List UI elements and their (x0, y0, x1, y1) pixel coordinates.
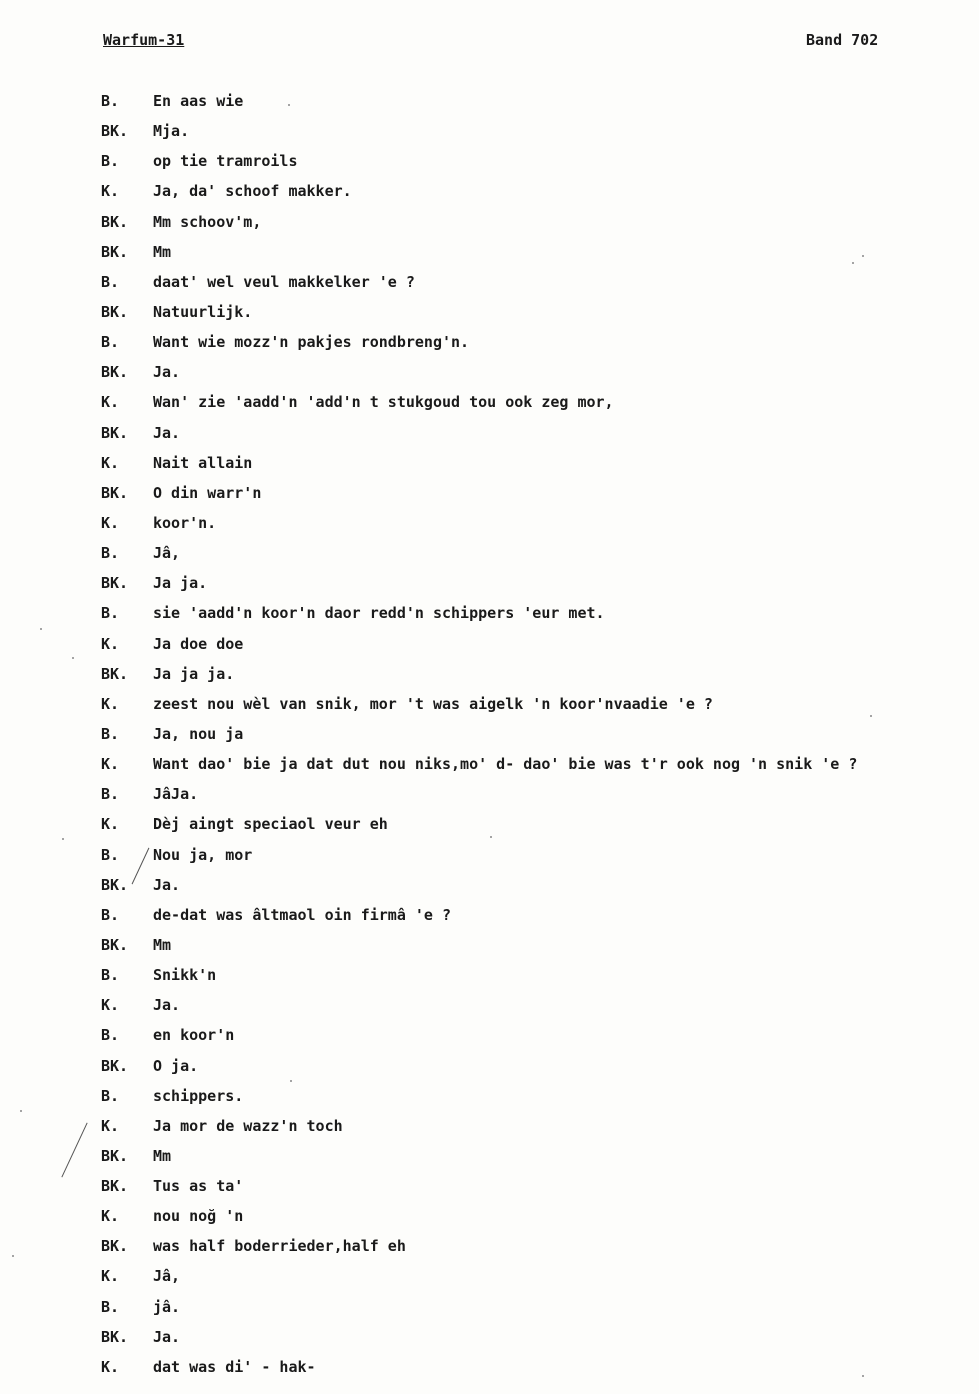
utterance-text: Ja, da' schoof makker. (153, 182, 352, 201)
dialogue-line (0, 932, 979, 962)
dialogue-line (0, 389, 979, 419)
utterance-text: Jâ, (153, 544, 181, 563)
speaker-label: BK. (101, 302, 129, 321)
dialogue-line (0, 510, 979, 540)
dialogue-line (0, 902, 979, 932)
utterance-text: jâ. (153, 1297, 181, 1316)
speaker-label: BK. (101, 574, 129, 593)
speaker-label: BK. (101, 664, 129, 683)
speaker-label: B. (101, 966, 120, 985)
dialogue-line (0, 178, 979, 208)
scan-speck (20, 1110, 22, 1112)
utterance-text: JâJa. (153, 785, 199, 804)
speaker-label: BK. (101, 1146, 129, 1165)
speaker-label: BK. (101, 423, 129, 442)
speaker-label: BK. (101, 1327, 129, 1346)
dialogue-line (0, 842, 979, 872)
speaker-label: K. (101, 1357, 120, 1376)
utterance-text: nou noğ 'n (153, 1207, 244, 1226)
dialogue-line (0, 239, 979, 269)
dialogue-line (0, 480, 979, 510)
dialogue-line (0, 1233, 979, 1263)
dialogue-line (0, 148, 979, 178)
speaker-label: K. (101, 393, 120, 412)
speaker-label: K. (101, 513, 120, 532)
dialogue-line (0, 1324, 979, 1354)
utterance-text: koor'n. (153, 513, 217, 532)
dialogue-line (0, 118, 979, 148)
speaker-label: BK. (101, 1177, 129, 1196)
scan-speck (72, 657, 74, 659)
speaker-label: K. (101, 815, 120, 834)
utterance-text: Mm (153, 1146, 172, 1165)
utterance-text: Mm schoov'm, (153, 212, 262, 231)
utterance-text: zeest nou wèl van snik, mor 't was aigelk 'n koor'nvaadie 'e ? (153, 694, 713, 713)
dialogue-line (0, 962, 979, 992)
scan-speck (62, 838, 64, 840)
utterance-text: Want dao' bie ja dat dut nou niks,mo' d- dao' bie was t'r ook nog 'n snik 'e ? (153, 755, 858, 774)
speaker-label: B. (101, 785, 120, 804)
dialogue-line (0, 269, 979, 299)
utterance-text: Ja. (153, 423, 181, 442)
dialogue-line (0, 1203, 979, 1233)
speaker-label: BK. (101, 935, 129, 954)
scan-speck (862, 255, 864, 257)
speaker-label: B. (101, 1086, 120, 1105)
scan-speck (490, 836, 492, 838)
utterance-text: Ja. (153, 1327, 181, 1346)
utterance-text: Jâ, (153, 1267, 181, 1286)
dialogue-line (0, 359, 979, 389)
dialogue-lines (0, 88, 979, 1384)
utterance-text: Dèj aingt speciaol veur eh (153, 815, 388, 834)
speaker-label: BK. (101, 1237, 129, 1256)
scan-speck (870, 715, 872, 717)
speaker-label: B. (101, 1297, 120, 1316)
utterance-text: Ja ja. (153, 574, 208, 593)
dialogue-line (0, 420, 979, 450)
dialogue-line (0, 872, 979, 902)
dialogue-line (0, 751, 979, 781)
tape-number: Band 702 (806, 31, 879, 49)
speaker-label: K. (101, 1267, 120, 1286)
speaker-label: B. (101, 544, 120, 563)
utterance-text: Ja, nou ja (153, 724, 244, 743)
speaker-label: B. (101, 905, 120, 924)
scan-speck (862, 1375, 864, 1377)
speaker-label: BK. (101, 483, 129, 502)
utterance-text: Mm (153, 242, 172, 261)
utterance-text: Ja. (153, 996, 181, 1015)
dialogue-line (0, 450, 979, 480)
scan-speck (40, 628, 42, 630)
speaker-label: B. (101, 845, 120, 864)
utterance-text: Ja mor de wazz'n toch (153, 1116, 343, 1135)
dialogue-line (0, 209, 979, 239)
speaker-label: B. (101, 724, 120, 743)
dialogue-line (0, 1022, 979, 1052)
speaker-label: BK. (101, 212, 129, 231)
speaker-label: K. (101, 1116, 120, 1135)
utterance-text: Nou ja, mor (153, 845, 253, 864)
speaker-label: B. (101, 152, 120, 171)
utterance-text: Ja doe doe (153, 634, 244, 653)
speaker-label: B. (101, 604, 120, 623)
speaker-label: B. (101, 272, 120, 291)
utterance-text: was half boderrieder,half eh (153, 1237, 406, 1256)
utterance-text: Want wie mozz'n pakjes rondbreng'n. (153, 333, 470, 352)
speaker-label: K. (101, 755, 120, 774)
speaker-label: BK. (101, 875, 129, 894)
utterance-text: sie 'aadd'n koor'n daor redd'n schippers 'eur met. (153, 604, 605, 623)
dialogue-line (0, 1173, 979, 1203)
scan-speck (852, 262, 854, 264)
dialogue-line (0, 691, 979, 721)
utterance-text: op tie tramroils (153, 152, 298, 171)
scan-speck (290, 1080, 292, 1082)
dialogue-line (0, 1263, 979, 1293)
utterance-text: O ja. (153, 1056, 199, 1075)
dialogue-line (0, 1354, 979, 1384)
speaker-label: BK. (101, 242, 129, 261)
dialogue-line (0, 329, 979, 359)
utterance-text: Snikk'n (153, 966, 217, 985)
speaker-label: BK. (101, 1056, 129, 1075)
document-id: Warfum-31 (103, 31, 185, 49)
dialogue-line (0, 781, 979, 811)
utterance-text: schippers. (153, 1086, 244, 1105)
utterance-text: Natuurlijk. (153, 302, 253, 321)
speaker-label: K. (101, 634, 120, 653)
speaker-label: K. (101, 1207, 120, 1226)
dialogue-line (0, 299, 979, 329)
speaker-label: K. (101, 182, 120, 201)
dialogue-line (0, 570, 979, 600)
dialogue-line (0, 1053, 979, 1083)
speaker-label: BK. (101, 122, 129, 141)
utterance-text: Nait allain (153, 453, 253, 472)
dialogue-line (0, 661, 979, 691)
dialogue-line (0, 88, 979, 118)
scan-speck (288, 104, 290, 106)
utterance-text: de-dat was âltmaol oin firmâ 'e ? (153, 905, 452, 924)
utterance-text: Ja. (153, 875, 181, 894)
speaker-label: K. (101, 996, 120, 1015)
dialogue-line (0, 1143, 979, 1173)
speaker-label: B. (101, 1026, 120, 1045)
utterance-text: Mm (153, 935, 172, 954)
dialogue-line (0, 1294, 979, 1324)
dialogue-line (0, 540, 979, 570)
scan-speck (12, 1255, 14, 1257)
utterance-text: Tus as ta' (153, 1177, 244, 1196)
utterance-text: Mja. (153, 122, 190, 141)
utterance-text: Ja ja ja. (153, 664, 235, 683)
dialogue-line (0, 600, 979, 630)
speaker-label: B. (101, 333, 120, 352)
utterance-text: daat' wel veul makkelker 'e ? (153, 272, 415, 291)
utterance-text: O din warr'n (153, 483, 262, 502)
speaker-label: K. (101, 694, 120, 713)
utterance-text: dat was di' - hak- (153, 1357, 316, 1376)
utterance-text: en koor'n (153, 1026, 235, 1045)
dialogue-line (0, 721, 979, 751)
speaker-label: B. (101, 92, 120, 110)
speaker-label: K. (101, 453, 120, 472)
dialogue-line (0, 1083, 979, 1113)
utterance-text: Wan' zie 'aadd'n 'add'n t stukgoud tou ook zeg mor, (153, 393, 614, 412)
dialogue-line (0, 1113, 979, 1143)
utterance-text: Ja. (153, 363, 181, 382)
dialogue-line (0, 992, 979, 1022)
utterance-text: En aas wie (153, 92, 244, 110)
speaker-label: BK. (101, 363, 129, 382)
dialogue-line (0, 631, 979, 661)
